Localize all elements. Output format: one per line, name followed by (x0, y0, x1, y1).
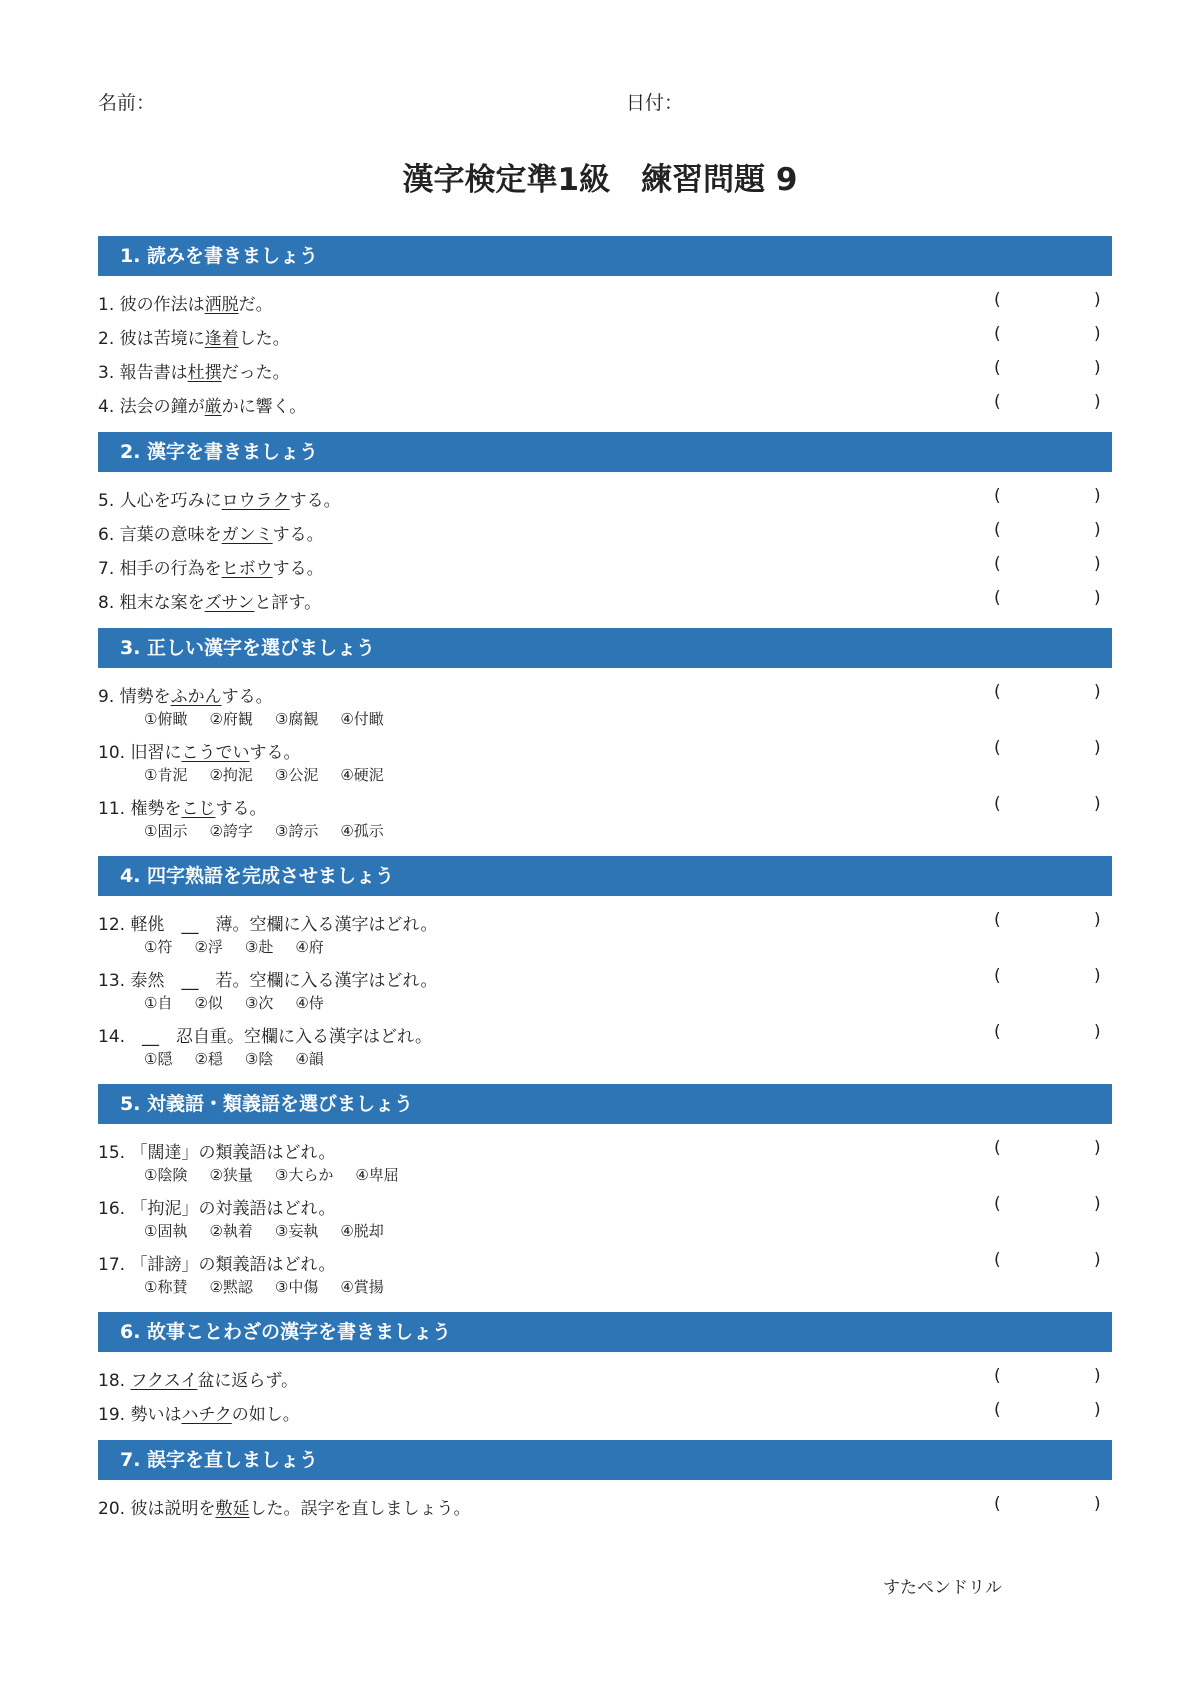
question-prefix: 5. 人心を巧みに (98, 491, 222, 511)
question-suffix: する。 (215, 799, 267, 819)
choice-option: ③陰 (244, 1050, 274, 1068)
choice-option: ③大らか (274, 1166, 334, 1184)
question-row (98, 1130, 1112, 1186)
answer-paren-open: ( (994, 1494, 1001, 1514)
choice-list (144, 936, 346, 957)
underlined-term: フクスイ (130, 1371, 198, 1391)
choice-option: ②穏 (194, 1050, 223, 1068)
question-prefix: 6. 言葉の意味を (98, 525, 222, 545)
choice-option: ③公泥 (274, 766, 319, 784)
question-text (98, 910, 437, 935)
section-header: 1. 読みを書きましょう (98, 236, 1112, 276)
answer-paren-close: ) (1094, 486, 1101, 506)
question-row (98, 384, 1112, 418)
choice-list (144, 1220, 406, 1241)
choice-option: ②府観 (209, 710, 253, 728)
question-text (98, 290, 273, 315)
choice-list (144, 1276, 406, 1297)
question-row (98, 674, 1112, 730)
question-suffix: する。 (249, 743, 301, 763)
answer-paren-close: ) (1094, 588, 1101, 608)
question-suffix: する。 (221, 687, 273, 707)
question-row (98, 1186, 1112, 1242)
question-prefix: 8. 粗末な案を (98, 593, 205, 613)
answer-paren-open: ( (994, 358, 1001, 378)
section-6 (98, 1312, 1112, 1426)
answer-paren-open: ( (994, 1366, 1001, 1386)
section-3 (98, 628, 1112, 842)
question-text (98, 794, 266, 819)
question-row (98, 1486, 1112, 1520)
answer-paren-close: ) (1094, 1250, 1101, 1270)
answer-paren-close: ) (1094, 1366, 1101, 1386)
question-row (98, 350, 1112, 384)
underlined-term: ズサン (204, 593, 255, 613)
choice-option: ④硬泥 (340, 766, 384, 784)
question-prefix: 15. 「闊達」の類義語はどれ。 (98, 1143, 336, 1163)
question-text (98, 486, 341, 511)
question-row (98, 1242, 1112, 1298)
choice-option: ④府 (295, 938, 324, 956)
underlined-term: 逢着 (204, 329, 239, 349)
answer-paren-open: ( (994, 1022, 1001, 1042)
question-row (98, 316, 1112, 350)
question-suffix: かに響く。 (221, 397, 307, 417)
question-row (98, 902, 1112, 958)
choice-option: ①称賛 (144, 1278, 188, 1296)
choice-option: ③誇示 (274, 822, 319, 840)
choice-option: ③腐観 (274, 710, 319, 728)
answer-paren-close: ) (1094, 392, 1101, 412)
answer-paren-close: ) (1094, 554, 1101, 574)
section-1 (98, 236, 1112, 418)
answer-paren-open: ( (994, 588, 1001, 608)
choice-option: ②黙認 (209, 1278, 253, 1296)
choice-option: ①隠 (144, 1050, 173, 1068)
answer-paren-close: ) (1094, 1138, 1101, 1158)
question-prefix: 4. 法会の鐘が (98, 397, 205, 417)
answer-paren-open: ( (994, 1250, 1001, 1270)
answer-paren-open: ( (994, 1194, 1001, 1214)
underlined-term: ガンミ (221, 525, 273, 545)
question-row (98, 282, 1112, 316)
choice-list (144, 764, 406, 785)
question-row (98, 546, 1112, 580)
question-row (98, 478, 1112, 512)
choice-option: ①陰険 (144, 1166, 188, 1184)
choice-option: ④孤示 (340, 822, 384, 840)
choice-option: ④脱却 (340, 1222, 384, 1240)
question-suffix: した。誤字を直しましょう。 (249, 1499, 471, 1519)
choice-option: ④付瞰 (340, 710, 384, 728)
question-prefix: 20. 彼は説明を (98, 1499, 216, 1519)
answer-paren-close: ) (1094, 1194, 1101, 1214)
question-text (98, 588, 321, 613)
underlined-term: ふかん (170, 687, 222, 707)
answer-paren-open: ( (994, 966, 1001, 986)
section-5 (98, 1084, 1112, 1298)
answer-paren-open: ( (994, 486, 1001, 506)
date-label: 日付： (626, 92, 684, 114)
question-prefix: 10. 旧習に (98, 743, 182, 763)
underlined-term: こじ (181, 799, 216, 819)
answer-paren-close: ) (1094, 358, 1101, 378)
question-text (98, 358, 290, 383)
question-row (98, 580, 1112, 614)
question-row (98, 958, 1112, 1014)
choice-option: ②狭量 (209, 1166, 253, 1184)
question-text (98, 554, 324, 579)
choice-list (144, 820, 406, 841)
choice-option: ②誇字 (209, 822, 253, 840)
answer-paren-close: ) (1094, 682, 1101, 702)
choice-option: ①自 (144, 994, 173, 1012)
question-prefix: 2. 彼は苦境に (98, 329, 205, 349)
question-text (98, 966, 437, 991)
question-text (98, 738, 300, 763)
question-prefix: 17. 「誹謗」の類義語はどれ。 (98, 1255, 336, 1275)
section-header: 5. 対義語・類義語を選びましょう (98, 1084, 1112, 1124)
question-suffix: する。 (272, 525, 324, 545)
choice-option: ①肯泥 (144, 766, 188, 784)
section-4 (98, 856, 1112, 1070)
choice-option: ②執着 (209, 1222, 253, 1240)
underlined-term: 厳 (204, 397, 222, 417)
choice-option: ②浮 (194, 938, 223, 956)
question-suffix: した。 (238, 329, 290, 349)
question-prefix: 12. 軽佻 __ 薄。空欄に入る漢字はどれ。 (98, 915, 438, 935)
question-row (98, 786, 1112, 842)
question-text (98, 1366, 298, 1391)
name-label: 名前： (98, 92, 156, 114)
question-prefix: 13. 泰然 __ 若。空欄に入る漢字はどれ。 (98, 971, 438, 991)
answer-paren-open: ( (994, 324, 1001, 344)
underlined-term: こうでい (181, 743, 250, 763)
answer-paren-close: ) (1094, 324, 1101, 344)
answer-paren-open: ( (994, 392, 1001, 412)
question-prefix: 3. 報告書は (98, 363, 188, 383)
question-prefix: 19. 勢いは (98, 1405, 182, 1425)
choice-option: ②拘泥 (209, 766, 253, 784)
section-header: 4. 四字熟語を完成させましょう (98, 856, 1112, 896)
choice-option: ①固執 (144, 1222, 188, 1240)
answer-paren-open: ( (994, 910, 1001, 930)
answer-paren-open: ( (994, 794, 1001, 814)
choice-option: ③次 (244, 994, 274, 1012)
answer-paren-open: ( (994, 682, 1001, 702)
question-suffix: と評す。 (254, 593, 322, 613)
page-title: 漢字検定準1級 練習問題 9 (402, 162, 798, 198)
answer-paren-close: ) (1094, 794, 1101, 814)
choice-option: ③中傷 (274, 1278, 319, 1296)
question-text (98, 392, 306, 417)
question-suffix: だった。 (221, 363, 290, 383)
underlined-term: 敷延 (215, 1499, 250, 1519)
question-suffix: だ。 (238, 295, 273, 315)
question-prefix: 11. 権勢を (98, 799, 182, 819)
question-prefix: 14. __ 忍自重。空欄に入る漢字はどれ。 (98, 1027, 433, 1047)
choice-list (144, 1048, 346, 1069)
underlined-term: 洒脱 (204, 295, 239, 315)
question-prefix: 16. 「拘泥」の対義語はどれ。 (98, 1199, 336, 1219)
choice-option: ③赴 (244, 938, 274, 956)
section-header: 2. 漢字を書きましょう (98, 432, 1112, 472)
section-2 (98, 432, 1112, 614)
question-text (98, 1494, 470, 1519)
answer-paren-open: ( (994, 1400, 1001, 1420)
underlined-term: ロウラク (221, 491, 290, 511)
question-prefix: 18. (98, 1371, 131, 1391)
answer-paren-close: ) (1094, 966, 1101, 986)
question-row (98, 1392, 1112, 1426)
question-text (98, 682, 273, 707)
choice-list (144, 992, 346, 1013)
choice-list (144, 1164, 421, 1185)
underlined-term: ヒボウ (221, 559, 273, 579)
choice-option: ④卑屈 (355, 1166, 399, 1184)
answer-paren-close: ) (1094, 1400, 1101, 1420)
answer-paren-close: ) (1094, 738, 1101, 758)
section-header: 6. 故事ことわざの漢字を書きましょう (98, 1312, 1112, 1352)
answer-paren-close: ) (1094, 290, 1101, 310)
answer-paren-open: ( (994, 290, 1001, 310)
choice-option: ②似 (194, 994, 223, 1012)
question-text (98, 520, 324, 545)
footer-brand: すたペンドリル (883, 1578, 1002, 1598)
section-7 (98, 1440, 1112, 1520)
question-row (98, 512, 1112, 546)
question-text (98, 1138, 335, 1163)
choice-option: ③妄執 (274, 1222, 319, 1240)
choice-option: ①俯瞰 (144, 710, 188, 728)
question-text (98, 324, 290, 349)
choice-option: ④韻 (295, 1050, 324, 1068)
answer-paren-close: ) (1094, 1022, 1101, 1042)
question-row (98, 1358, 1112, 1392)
question-row (98, 1014, 1112, 1070)
answer-paren-open: ( (994, 554, 1001, 574)
choice-option: ④賞揚 (340, 1278, 384, 1296)
question-prefix: 9. 情勢を (98, 687, 171, 707)
question-suffix: する。 (289, 491, 341, 511)
answer-paren-close: ) (1094, 1494, 1101, 1514)
choice-option: ①固示 (144, 822, 188, 840)
answer-paren-open: ( (994, 1138, 1001, 1158)
question-text (98, 1022, 432, 1047)
answer-paren-open: ( (994, 738, 1001, 758)
choice-list (144, 708, 406, 729)
underlined-term: 杜撰 (187, 363, 222, 383)
choice-option: ④侍 (295, 994, 324, 1012)
answer-paren-close: ) (1094, 910, 1101, 930)
question-suffix: の如し。 (231, 1405, 300, 1425)
question-text (98, 1250, 335, 1275)
answer-paren-close: ) (1094, 520, 1101, 540)
question-prefix: 1. 彼の作法は (98, 295, 205, 315)
answer-paren-open: ( (994, 520, 1001, 540)
section-header: 3. 正しい漢字を選びましょう (98, 628, 1112, 668)
question-prefix: 7. 相手の行為を (98, 559, 222, 579)
choice-option: ①符 (144, 938, 173, 956)
section-header: 7. 誤字を直しましょう (98, 1440, 1112, 1480)
underlined-term: ハチク (181, 1405, 232, 1425)
question-text (98, 1400, 300, 1425)
question-row (98, 730, 1112, 786)
question-list (98, 236, 1112, 1534)
question-text (98, 1194, 335, 1219)
question-suffix: 盆に返らず。 (197, 1371, 299, 1391)
question-suffix: する。 (272, 559, 324, 579)
